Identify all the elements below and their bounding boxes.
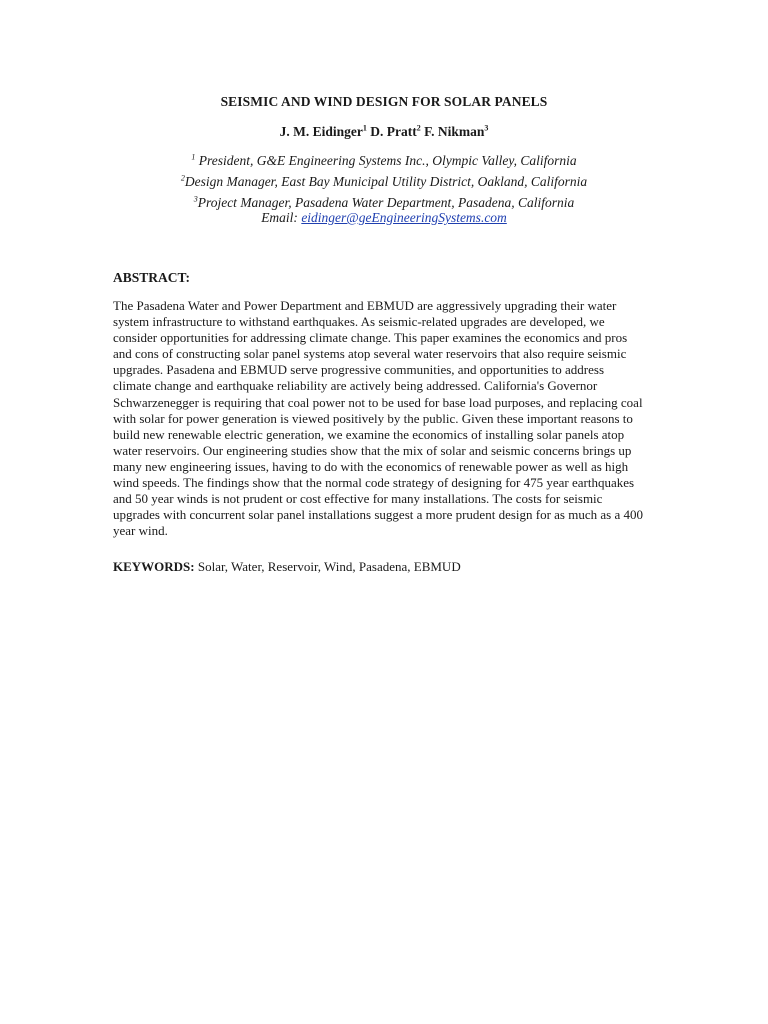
affiliation-text: Project Manager, Pasadena Water Department, Pasadena, California <box>197 195 575 210</box>
abstract-heading: ABSTRACT: <box>113 270 191 285</box>
author-superscript: 3 <box>484 123 489 133</box>
paper-title: SEISMIC AND WIND DESIGN FOR SOLAR PANELS <box>220 94 548 109</box>
author-name: D. Pratt <box>370 124 417 139</box>
affiliation-superscript: 2 <box>180 173 185 183</box>
affiliation-text: President, G&E Engineering Systems Inc., Olympic Valley, California <box>198 153 577 168</box>
author-name: J. M. Eidinger <box>279 124 363 139</box>
affiliation-line <box>0 150 768 171</box>
affiliation-superscript: 3 <box>193 194 198 204</box>
affiliation-text: Design Manager, East Bay Municipal Utility District, Oakland, California <box>184 174 588 189</box>
author-superscript: 2 <box>416 123 421 133</box>
email-link[interactable]: eidinger@geEngineeringSystems.com <box>301 210 507 225</box>
affiliation-list <box>0 150 768 226</box>
keywords-text: Solar, Water, Reservoir, Wind, Pasadena, EBMUD <box>197 559 461 574</box>
keywords-label: KEYWORDS: <box>113 559 195 574</box>
abstract-body: The Pasadena Water and Power Department and EBMUD are aggressively upgrading their water system infrastructure to withstand earthquakes. As seismic-related upgrades are developed, we consider opportunities for addressing climate change. This paper examines the economics and pros and cons of constructing solar panel systems atop several water reservoirs that also require seismic upgrades. Pasadena and EBMUD serve progressive communities, and opportunities to address climate change and earthquake reliability are actively being addressed. California's Governor Schwarzenegger is requiring that coal power not to be used for base load purposes, and replacing coal with solar for power generation is viewed positively by the public. Given these important reasons to build new renewable electric generation, we examine the economics of installing solar panels atop water reservoirs. Our engineering studies show that the mix of solar and seismic concerns brings up many new engineering issues, having to do with the economics of renewable power as well as high wind speeds. The findings show that the normal code strategy of designing for 475 year earthquakes and 50 year winds is not prudent or cost effective for many installations. The costs for seismic upgrades with concurrent solar panel installations suggest a more prudent design for as much as a 400 year wind. <box>113 298 643 539</box>
author-superscript: 1 <box>362 123 367 133</box>
author-list <box>0 124 768 140</box>
email-line <box>0 210 768 226</box>
affiliation-superscript: 1 <box>191 152 196 162</box>
affiliation-line <box>0 171 768 192</box>
email-label: Email: <box>261 210 298 225</box>
keywords-line <box>113 559 653 575</box>
author-name: F. Nikman <box>424 124 485 139</box>
